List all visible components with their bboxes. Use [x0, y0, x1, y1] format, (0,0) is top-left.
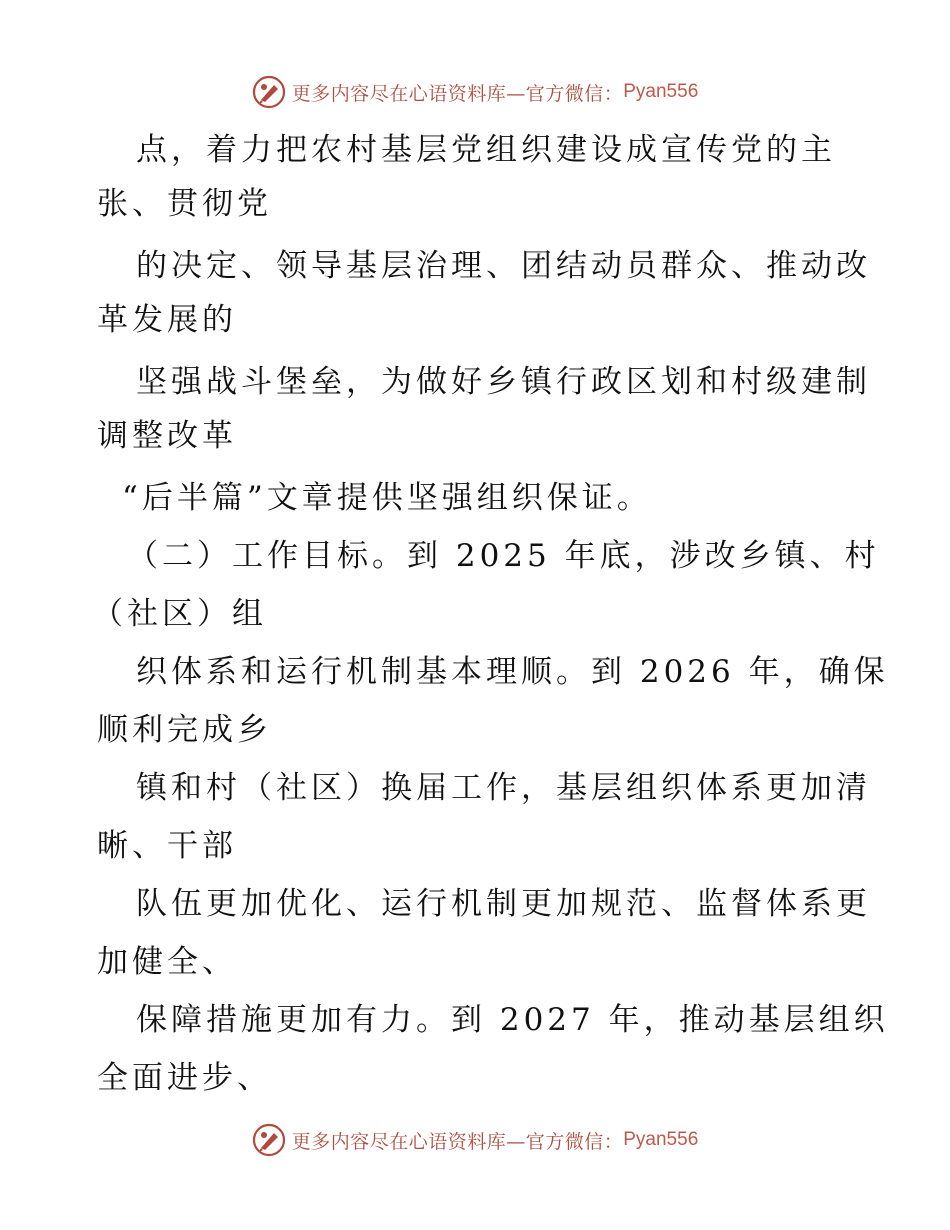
text-line: 坚强战斗堡垒，为做好乡镇行政区划和村级建制: [136, 364, 871, 400]
pen-logo-icon: [252, 1123, 286, 1157]
text-line: 全面进步、: [97, 1060, 272, 1096]
text-line: 晰、干部: [97, 828, 237, 864]
text-line: （社区）组: [92, 596, 267, 632]
pen-logo-icon: [252, 75, 286, 109]
watermark-account: Pyan556: [623, 81, 699, 102]
text-line: “后半篇”文章提供坚强组织保证。: [122, 480, 652, 516]
watermark-account: Pyan556: [623, 1129, 699, 1150]
text-line: 的决定、领导基层治理、团结动员群众、推动改: [136, 248, 871, 284]
text-line: 保障措施更加有力。到 2027 年，推动基层组织: [136, 1002, 889, 1038]
footer-watermark: [0, 1118, 950, 1162]
text-line: 织体系和运行机制基本理顺。到 2026 年，确保: [136, 654, 889, 690]
watermark-text: 更多内容尽在心语资料库—官方微信：: [291, 82, 624, 105]
text-line: 加健全、: [97, 944, 237, 980]
text-line: 革发展的: [97, 302, 237, 338]
text-line: 镇和村（社区）换届工作，基层组织体系更加清: [136, 770, 871, 806]
text-line: 队伍更加优化、运行机制更加规范、监督体系更: [136, 886, 871, 922]
text-line: （二）工作目标。到 2025 年底，涉改乡镇、村: [127, 538, 880, 574]
header-watermark: [0, 70, 950, 114]
text-line: 点，着力把农村基层党组织建设成宣传党的主: [136, 132, 836, 168]
text-line: 顺利完成乡: [97, 712, 272, 748]
watermark-text: 更多内容尽在心语资料库—官方微信：: [291, 1130, 624, 1153]
text-line: 张、贯彻党: [97, 186, 272, 222]
text-line: 调整改革: [97, 418, 237, 454]
